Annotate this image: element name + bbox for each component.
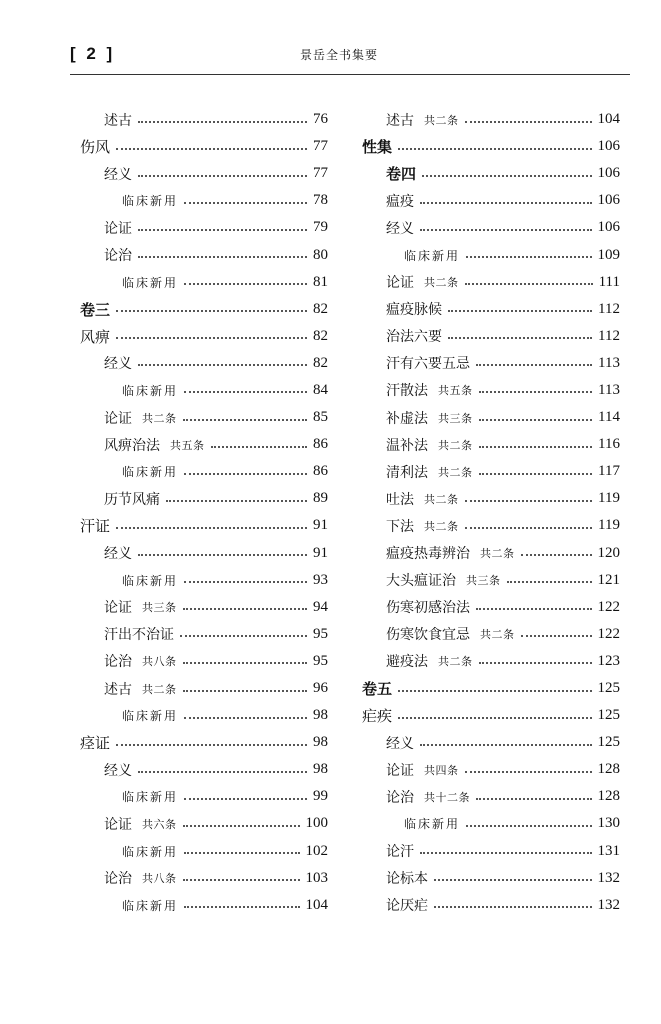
toc-entry-page: 106	[597, 192, 620, 209]
toc-entry-note: 共五条	[170, 438, 205, 452]
toc-entry-note: 共二条	[438, 655, 473, 669]
toc-entry-page: 77	[313, 165, 328, 182]
toc-entry-note: 共五条	[438, 384, 473, 398]
toc-entry	[80, 350, 328, 377]
dot-leader	[465, 771, 592, 773]
toc-entry	[362, 160, 620, 187]
dot-leader	[183, 419, 308, 421]
dot-leader	[138, 121, 307, 123]
toc-entry-title: 经义	[386, 220, 414, 237]
toc-entry-page: 78	[313, 192, 328, 209]
toc-entry-page: 95	[313, 652, 328, 669]
dot-leader	[184, 202, 307, 204]
toc-entry-title: 温补法	[386, 437, 428, 454]
toc-entry	[362, 729, 620, 756]
dot-leader	[184, 473, 307, 475]
toc-entry-title: 论证	[386, 275, 414, 292]
toc-entry-title: 卷五	[362, 680, 393, 699]
toc-entry-page: 125	[597, 734, 620, 751]
toc-entry-title: 临床新用	[122, 709, 179, 724]
toc-entry-page: 80	[313, 246, 328, 263]
dot-leader	[434, 879, 592, 881]
dot-leader	[420, 852, 592, 854]
toc-entry-title: 风痹治法	[104, 437, 160, 454]
toc-entry	[80, 892, 328, 919]
toc-entry	[80, 729, 328, 756]
toc-entry-title: 论治	[104, 248, 132, 265]
toc-entry	[362, 702, 620, 729]
dot-leader	[180, 635, 307, 637]
toc-entry-page: 104	[305, 896, 328, 913]
toc-left-column	[80, 106, 328, 919]
toc-entry-title: 汗证	[80, 517, 111, 536]
toc-entry-note: 共三条	[466, 574, 501, 588]
toc-entry	[362, 323, 620, 350]
toc-entry-page: 109	[597, 246, 620, 263]
dot-leader	[479, 473, 593, 475]
toc-entry-page: 123	[597, 652, 620, 669]
toc-entry	[80, 594, 328, 621]
toc-entry	[362, 621, 620, 648]
dot-leader	[398, 717, 591, 719]
toc-entry-note: 共二条	[438, 465, 473, 479]
toc-entry-page: 98	[313, 761, 328, 778]
dot-leader	[184, 798, 307, 800]
dot-leader	[184, 717, 307, 719]
toc-entry	[80, 214, 328, 241]
dot-leader	[116, 744, 307, 746]
toc-entry-title: 临床新用	[122, 790, 179, 805]
toc-entry	[80, 133, 328, 160]
toc-entry-page: 128	[597, 788, 620, 805]
toc-entry	[80, 702, 328, 729]
toc-entry-page: 82	[313, 354, 328, 371]
toc-entry	[362, 540, 620, 567]
toc-entry-page: 91	[313, 517, 328, 534]
toc-entry-note: 共八条	[142, 655, 177, 669]
toc-entry-page: 128	[597, 761, 620, 778]
toc-entry-title: 论汗	[386, 844, 414, 861]
toc-entry-title: 论治	[104, 871, 132, 888]
toc-entry-page: 116	[598, 436, 620, 453]
toc-entry-page: 111	[598, 273, 620, 290]
toc-entry	[80, 648, 328, 675]
dot-leader	[138, 256, 307, 258]
toc-entry-title: 临床新用	[122, 844, 179, 859]
dot-leader	[183, 662, 308, 664]
toc-entry-page: 104	[597, 111, 620, 128]
toc-entry	[80, 458, 328, 485]
toc-entry-title: 论证	[104, 410, 132, 427]
toc-entry-title: 论证	[386, 762, 414, 779]
toc-entry	[362, 106, 620, 133]
toc-entry-page: 119	[598, 517, 620, 534]
toc-entry-title: 吐法	[386, 491, 414, 508]
toc-entry-page: 117	[598, 463, 620, 480]
toc-entry-page: 114	[598, 409, 620, 426]
dot-leader	[183, 825, 300, 827]
toc-entry-note: 共三条	[438, 411, 473, 425]
dot-leader	[420, 744, 592, 746]
dot-leader	[466, 825, 591, 827]
toc-entry-title: 卷四	[386, 165, 417, 184]
dot-leader	[479, 662, 592, 664]
toc-entry-title: 大头瘟证治	[386, 573, 456, 590]
toc-entry-note: 共二条	[438, 438, 473, 452]
toc-entry-title: 性集	[362, 138, 393, 157]
toc-entry	[80, 269, 328, 296]
toc-entry-page: 81	[313, 273, 328, 290]
dot-leader	[448, 337, 592, 339]
toc-entry-page: 112	[598, 300, 620, 317]
toc-entry-title: 经义	[104, 166, 132, 183]
dot-leader	[476, 364, 592, 366]
toc-entry-page: 99	[313, 788, 328, 805]
page-header	[70, 44, 630, 74]
toc-entry	[362, 783, 620, 810]
dot-leader	[465, 500, 593, 502]
toc-entry-page: 98	[313, 734, 328, 751]
dot-leader	[521, 554, 592, 556]
dot-leader	[184, 391, 307, 393]
toc-entry-title: 瘟疫脉候	[386, 302, 442, 319]
dot-leader	[166, 500, 307, 502]
dot-leader	[465, 121, 592, 123]
toc-entry-title: 论标本	[386, 871, 428, 888]
toc-entry-title: 论证	[104, 220, 132, 237]
dot-leader	[479, 391, 593, 393]
toc-entry	[80, 431, 328, 458]
toc-entry-note: 共二条	[424, 276, 459, 290]
toc-entry-title: 经义	[104, 546, 132, 563]
toc-entry-page: 132	[597, 896, 620, 913]
toc-entry-page: 122	[597, 598, 620, 615]
toc-entry-title: 伤风	[80, 138, 111, 157]
toc-entry-note: 共十二条	[424, 790, 470, 804]
toc-entry	[362, 350, 620, 377]
toc-entry	[362, 648, 620, 675]
toc-entry-note: 共八条	[142, 872, 177, 886]
toc-entry-title: 瘟疫热毒辨治	[386, 546, 470, 563]
toc-entry-note: 共二条	[424, 492, 459, 506]
toc-entry-page: 119	[598, 490, 620, 507]
toc-entry-title: 风痹	[80, 327, 111, 346]
toc-entry	[362, 187, 620, 214]
toc-entry-page: 132	[597, 869, 620, 886]
toc-entry-title: 临床新用	[122, 275, 179, 290]
toc-entry-title: 汗出不治证	[104, 627, 174, 644]
toc-entry-title: 疟疾	[362, 707, 393, 726]
header-rule	[70, 74, 630, 75]
toc-entry-title: 临床新用	[122, 573, 179, 588]
dot-leader	[507, 581, 592, 583]
toc-entry	[362, 567, 620, 594]
toc-entry	[362, 512, 620, 539]
toc-entry-page: 77	[313, 138, 328, 155]
toc-entry-page: 103	[305, 869, 328, 886]
toc-entry-title: 汗散法	[386, 383, 428, 400]
toc-entry-page: 112	[598, 327, 620, 344]
toc-entry	[362, 296, 620, 323]
dot-leader	[138, 364, 307, 366]
dot-leader	[420, 229, 592, 231]
toc-entry-page: 102	[305, 842, 328, 859]
toc-entry	[362, 594, 620, 621]
toc-entry-title: 述古	[104, 681, 132, 698]
toc-entry	[362, 892, 620, 919]
toc-entry-title: 避疫法	[386, 654, 428, 671]
toc-entry-page: 130	[597, 815, 620, 832]
toc-entry-page: 91	[313, 544, 328, 561]
toc-entry	[362, 485, 620, 512]
toc-entry	[80, 810, 328, 837]
dot-leader	[184, 283, 307, 285]
toc-entry	[362, 133, 620, 160]
toc-entry-title: 痉证	[80, 734, 111, 753]
toc-entry	[362, 214, 620, 241]
toc-entry-title: 论证	[104, 600, 132, 617]
dot-leader	[116, 527, 307, 529]
toc-entry-page: 86	[313, 436, 328, 453]
toc-entry	[362, 404, 620, 431]
toc-entry-title: 经义	[386, 735, 414, 752]
dot-leader	[465, 283, 593, 285]
running-title: 景岳全书集要	[300, 48, 379, 62]
dot-leader	[476, 608, 592, 610]
toc-entry	[362, 458, 620, 485]
dot-leader	[211, 446, 308, 448]
dot-leader	[398, 690, 591, 692]
dot-leader	[466, 256, 591, 258]
dot-leader	[434, 906, 592, 908]
page-number: [ 2 ]	[70, 44, 116, 63]
toc-entry	[80, 621, 328, 648]
toc-entry-page: 125	[597, 680, 620, 697]
toc-entry	[362, 269, 620, 296]
toc-entry-page: 106	[597, 138, 620, 155]
dot-leader	[476, 798, 592, 800]
toc-entry-note: 共二条	[480, 628, 515, 642]
toc-entry-page: 85	[313, 409, 328, 426]
dot-leader	[138, 771, 307, 773]
toc-entry-page: 76	[313, 111, 328, 128]
dot-leader	[465, 527, 593, 529]
toc-entry-page: 113	[598, 381, 620, 398]
toc-entry-title: 论治	[104, 654, 132, 671]
toc-entry-page: 100	[305, 815, 328, 832]
toc-entry-note: 共六条	[142, 817, 177, 831]
toc-entry-title: 经义	[104, 762, 132, 779]
toc-entry	[80, 675, 328, 702]
toc-entry-note: 共二条	[142, 682, 177, 696]
toc-entry	[80, 187, 328, 214]
toc-entry	[80, 838, 328, 865]
dot-leader	[183, 879, 300, 881]
toc-entry-title: 临床新用	[122, 898, 179, 913]
toc-entry	[362, 756, 620, 783]
dot-leader	[184, 906, 299, 908]
toc-entry	[362, 431, 620, 458]
dot-leader	[479, 419, 593, 421]
toc-entry-title: 卷三	[80, 300, 111, 319]
toc-entry-page: 98	[313, 707, 328, 724]
toc-entry-page: 120	[597, 544, 620, 561]
toc-entry-page: 121	[597, 571, 620, 588]
dot-leader	[420, 202, 592, 204]
dot-leader	[116, 310, 307, 312]
toc-entry-page: 89	[313, 490, 328, 507]
dot-leader	[183, 690, 308, 692]
toc-entry-title: 临床新用	[404, 817, 461, 832]
toc-entry-title: 临床新用	[122, 383, 179, 398]
toc-entry	[362, 241, 620, 268]
toc-entry	[80, 540, 328, 567]
toc-entry-title: 治法六要	[386, 329, 442, 346]
toc-entry	[80, 377, 328, 404]
toc-entry	[362, 377, 620, 404]
toc-entry-page: 93	[313, 571, 328, 588]
toc-entry-title: 汗有六要五忌	[386, 356, 470, 373]
dot-leader	[138, 229, 307, 231]
toc-entry	[362, 838, 620, 865]
toc-entry-title: 清利法	[386, 464, 428, 481]
toc-entry-note: 共二条	[424, 519, 459, 533]
toc-entry-title: 述古	[386, 112, 414, 129]
toc-entry-title: 历节风痛	[104, 491, 160, 508]
dot-leader	[138, 175, 307, 177]
toc-entry-page: 125	[597, 707, 620, 724]
toc-entry	[80, 865, 328, 892]
toc-entry-title: 论证	[104, 816, 132, 833]
dot-leader	[184, 852, 299, 854]
toc-entry-note: 共三条	[142, 601, 177, 615]
dot-leader	[116, 148, 307, 150]
toc-entry	[80, 241, 328, 268]
dot-leader	[116, 337, 307, 339]
toc-entry-title: 述古	[104, 112, 132, 129]
dot-leader	[184, 581, 307, 583]
toc-entry-title: 经义	[104, 356, 132, 373]
toc-entry-page: 122	[597, 625, 620, 642]
toc-entry-page: 106	[597, 219, 620, 236]
toc-entry-title: 补虚法	[386, 410, 428, 427]
toc-entry	[80, 404, 328, 431]
toc-entry-page: 131	[597, 842, 620, 859]
toc-entry	[80, 783, 328, 810]
toc-entry	[80, 567, 328, 594]
toc-right-column	[362, 106, 620, 919]
toc-entry-note: 共二条	[142, 411, 177, 425]
toc-entry	[80, 485, 328, 512]
toc-entry-note: 共二条	[480, 547, 515, 561]
toc-entry-page: 113	[598, 354, 620, 371]
toc-entry	[80, 756, 328, 783]
toc-entry-title: 论治	[386, 789, 414, 806]
toc-entry-page: 84	[313, 381, 328, 398]
toc-entry-page: 82	[313, 327, 328, 344]
toc-entry-note: 共二条	[424, 113, 459, 127]
dot-leader	[138, 554, 307, 556]
toc-entry-page: 106	[597, 165, 620, 182]
toc-entry-page: 96	[313, 680, 328, 697]
toc-entry-page: 82	[313, 300, 328, 317]
toc-entry-title: 临床新用	[122, 465, 179, 480]
toc-entry-title: 临床新用	[122, 194, 179, 209]
toc-entry-title: 伤寒饮食宜忌	[386, 627, 470, 644]
toc-entry	[80, 296, 328, 323]
toc-entry-page: 86	[313, 463, 328, 480]
toc-entry	[80, 160, 328, 187]
dot-leader	[398, 148, 591, 150]
toc-entry-page: 79	[313, 219, 328, 236]
toc-entry	[80, 323, 328, 350]
toc-entry-title: 下法	[386, 518, 414, 535]
toc-entry-title: 临床新用	[404, 248, 461, 263]
dot-leader	[448, 310, 592, 312]
toc-entry	[80, 106, 328, 133]
dot-leader	[422, 175, 591, 177]
toc-entry-page: 95	[313, 625, 328, 642]
dot-leader	[479, 446, 593, 448]
toc-entry-note: 共四条	[424, 763, 459, 777]
toc-entry-title: 伤寒初感治法	[386, 600, 470, 617]
toc-entry	[362, 865, 620, 892]
toc-entry	[362, 675, 620, 702]
dot-leader	[183, 608, 308, 610]
toc-entry	[80, 512, 328, 539]
dot-leader	[521, 635, 592, 637]
toc-entry	[362, 810, 620, 837]
toc-entry-page: 94	[313, 598, 328, 615]
toc-entry-title: 瘟疫	[386, 193, 414, 210]
toc-entry-title: 论厌疟	[386, 898, 428, 915]
